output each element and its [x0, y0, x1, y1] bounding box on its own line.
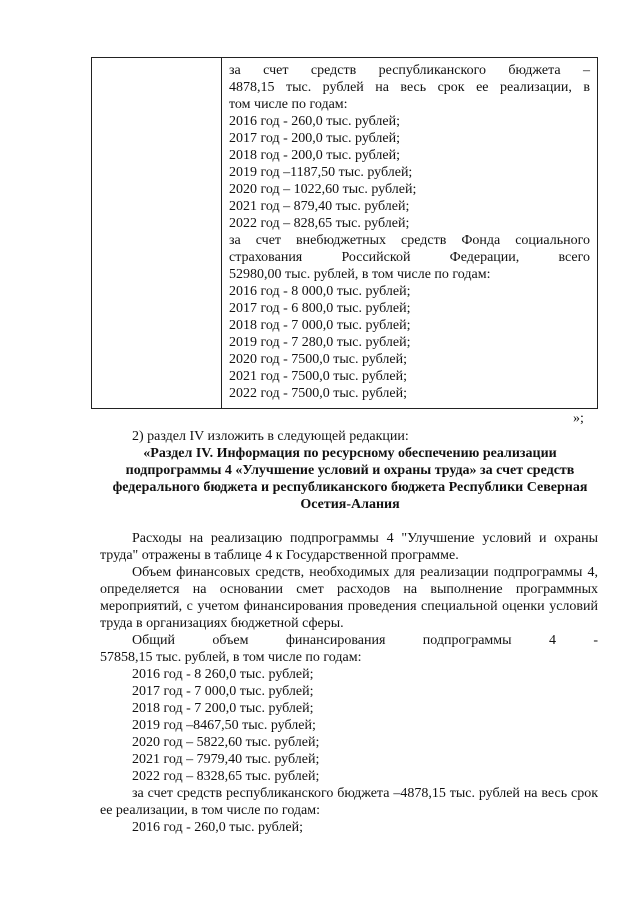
table-line: 2017 год - 200,0 тыс. рублей; [229, 131, 401, 146]
table-line: 2022 год - 7500,0 тыс. рублей; [229, 386, 408, 401]
table-line: 2019 год –1187,50 тыс. рублей; [229, 165, 413, 180]
funding-table [91, 57, 598, 409]
table-line: 2020 год - 7500,0 тыс. рублей; [229, 352, 408, 367]
amendment-intro: 2) раздел IV изложить в следующей редакции: [132, 429, 409, 444]
table-line: страхования Российской Федерации, всего [229, 250, 590, 265]
table-line: за счет внебюджетных средств Фонда социального [229, 233, 590, 248]
republic-years-list [132, 819, 303, 836]
table-line: 2019 год - 7 280,0 тыс. рублей; [229, 335, 411, 350]
section-heading: «Раздел IV. Информация по ресурсному обеспечению реализации подпрограммы 4 «Улучшение условий и охраны труда» за счет средств федерального бюджета и республиканского бюджета Республики Северная Осетия-Алания [112, 446, 588, 512]
paragraph-total-funding [100, 632, 598, 666]
table-line: 2021 год - 7500,0 тыс. рублей; [229, 369, 408, 384]
table-line: 2016 год - 8 000,0 тыс. рублей; [229, 284, 411, 299]
total-funding-line: Общий объем финансирования подпрограммы 4 - [132, 633, 598, 648]
table-left-cell [92, 58, 221, 408]
year-line: 2017 год - 7 000,0 тыс. рублей; [132, 684, 314, 699]
table-line: 2016 год - 260,0 тыс. рублей; [229, 114, 401, 129]
closing-quote-mark: »; [573, 411, 584, 426]
table-line: 2022 год – 828,65 тыс. рублей; [229, 216, 410, 231]
year-line: 2021 год – 7979,40 тыс. рублей; [132, 752, 320, 767]
table-line: 2018 год - 7 000,0 тыс. рублей; [229, 318, 411, 333]
year-line: 2016 год - 8 260,0 тыс. рублей; [132, 667, 314, 682]
year-line: 2019 год –8467,50 тыс. рублей; [132, 718, 316, 733]
table-right-cell [229, 62, 590, 402]
paragraph-volume: Объем финансовых средств, необходимых для реализации подпрограммы 4, определяется на основании смет расходов на выполнение программных мероприятий, с учетом финансирования проведения специальной оценки условий труда в организациях бюджетной сферы. [100, 565, 598, 631]
paragraph-expenses: Расходы на реализацию подпрограммы 4 "Улучшение условий и охраны труда" отражены в таблице 4 к Государственной программе. [100, 531, 598, 563]
table-line: 52980,00 тыс. рублей, в том числе по годам: [229, 267, 491, 282]
total-funding-line: 57858,15 тыс. рублей, в том числе по годам: [100, 650, 362, 665]
table-line: том числе по годам: [229, 97, 348, 112]
year-line: 2018 год - 7 200,0 тыс. рублей; [132, 701, 314, 716]
total-years-list [132, 666, 319, 785]
year-line: 2020 год – 5822,60 тыс. рублей; [132, 735, 320, 750]
year-line: 2022 год – 8328,65 тыс. рублей; [132, 769, 320, 784]
table-line: 2018 год - 200,0 тыс. рублей; [229, 148, 401, 163]
table-line: 4878,15 тыс. рублей на весь срок ее реализации, в [229, 80, 590, 95]
table-line: 2020 год – 1022,60 тыс. рублей; [229, 182, 417, 197]
table-column-divider [221, 58, 222, 408]
table-line: 2017 год - 6 800,0 тыс. рублей; [229, 301, 411, 316]
table-line: 2021 год – 879,40 тыс. рублей; [229, 199, 410, 214]
year-line: 2016 год - 260,0 тыс. рублей; [132, 820, 304, 835]
paragraph-republic-budget: за счет средств республиканского бюджета –4878,15 тыс. рублей на весь срок ее реализации, в том числе по годам: [100, 786, 598, 818]
table-line: за счет средств республиканского бюджета – [229, 63, 590, 78]
